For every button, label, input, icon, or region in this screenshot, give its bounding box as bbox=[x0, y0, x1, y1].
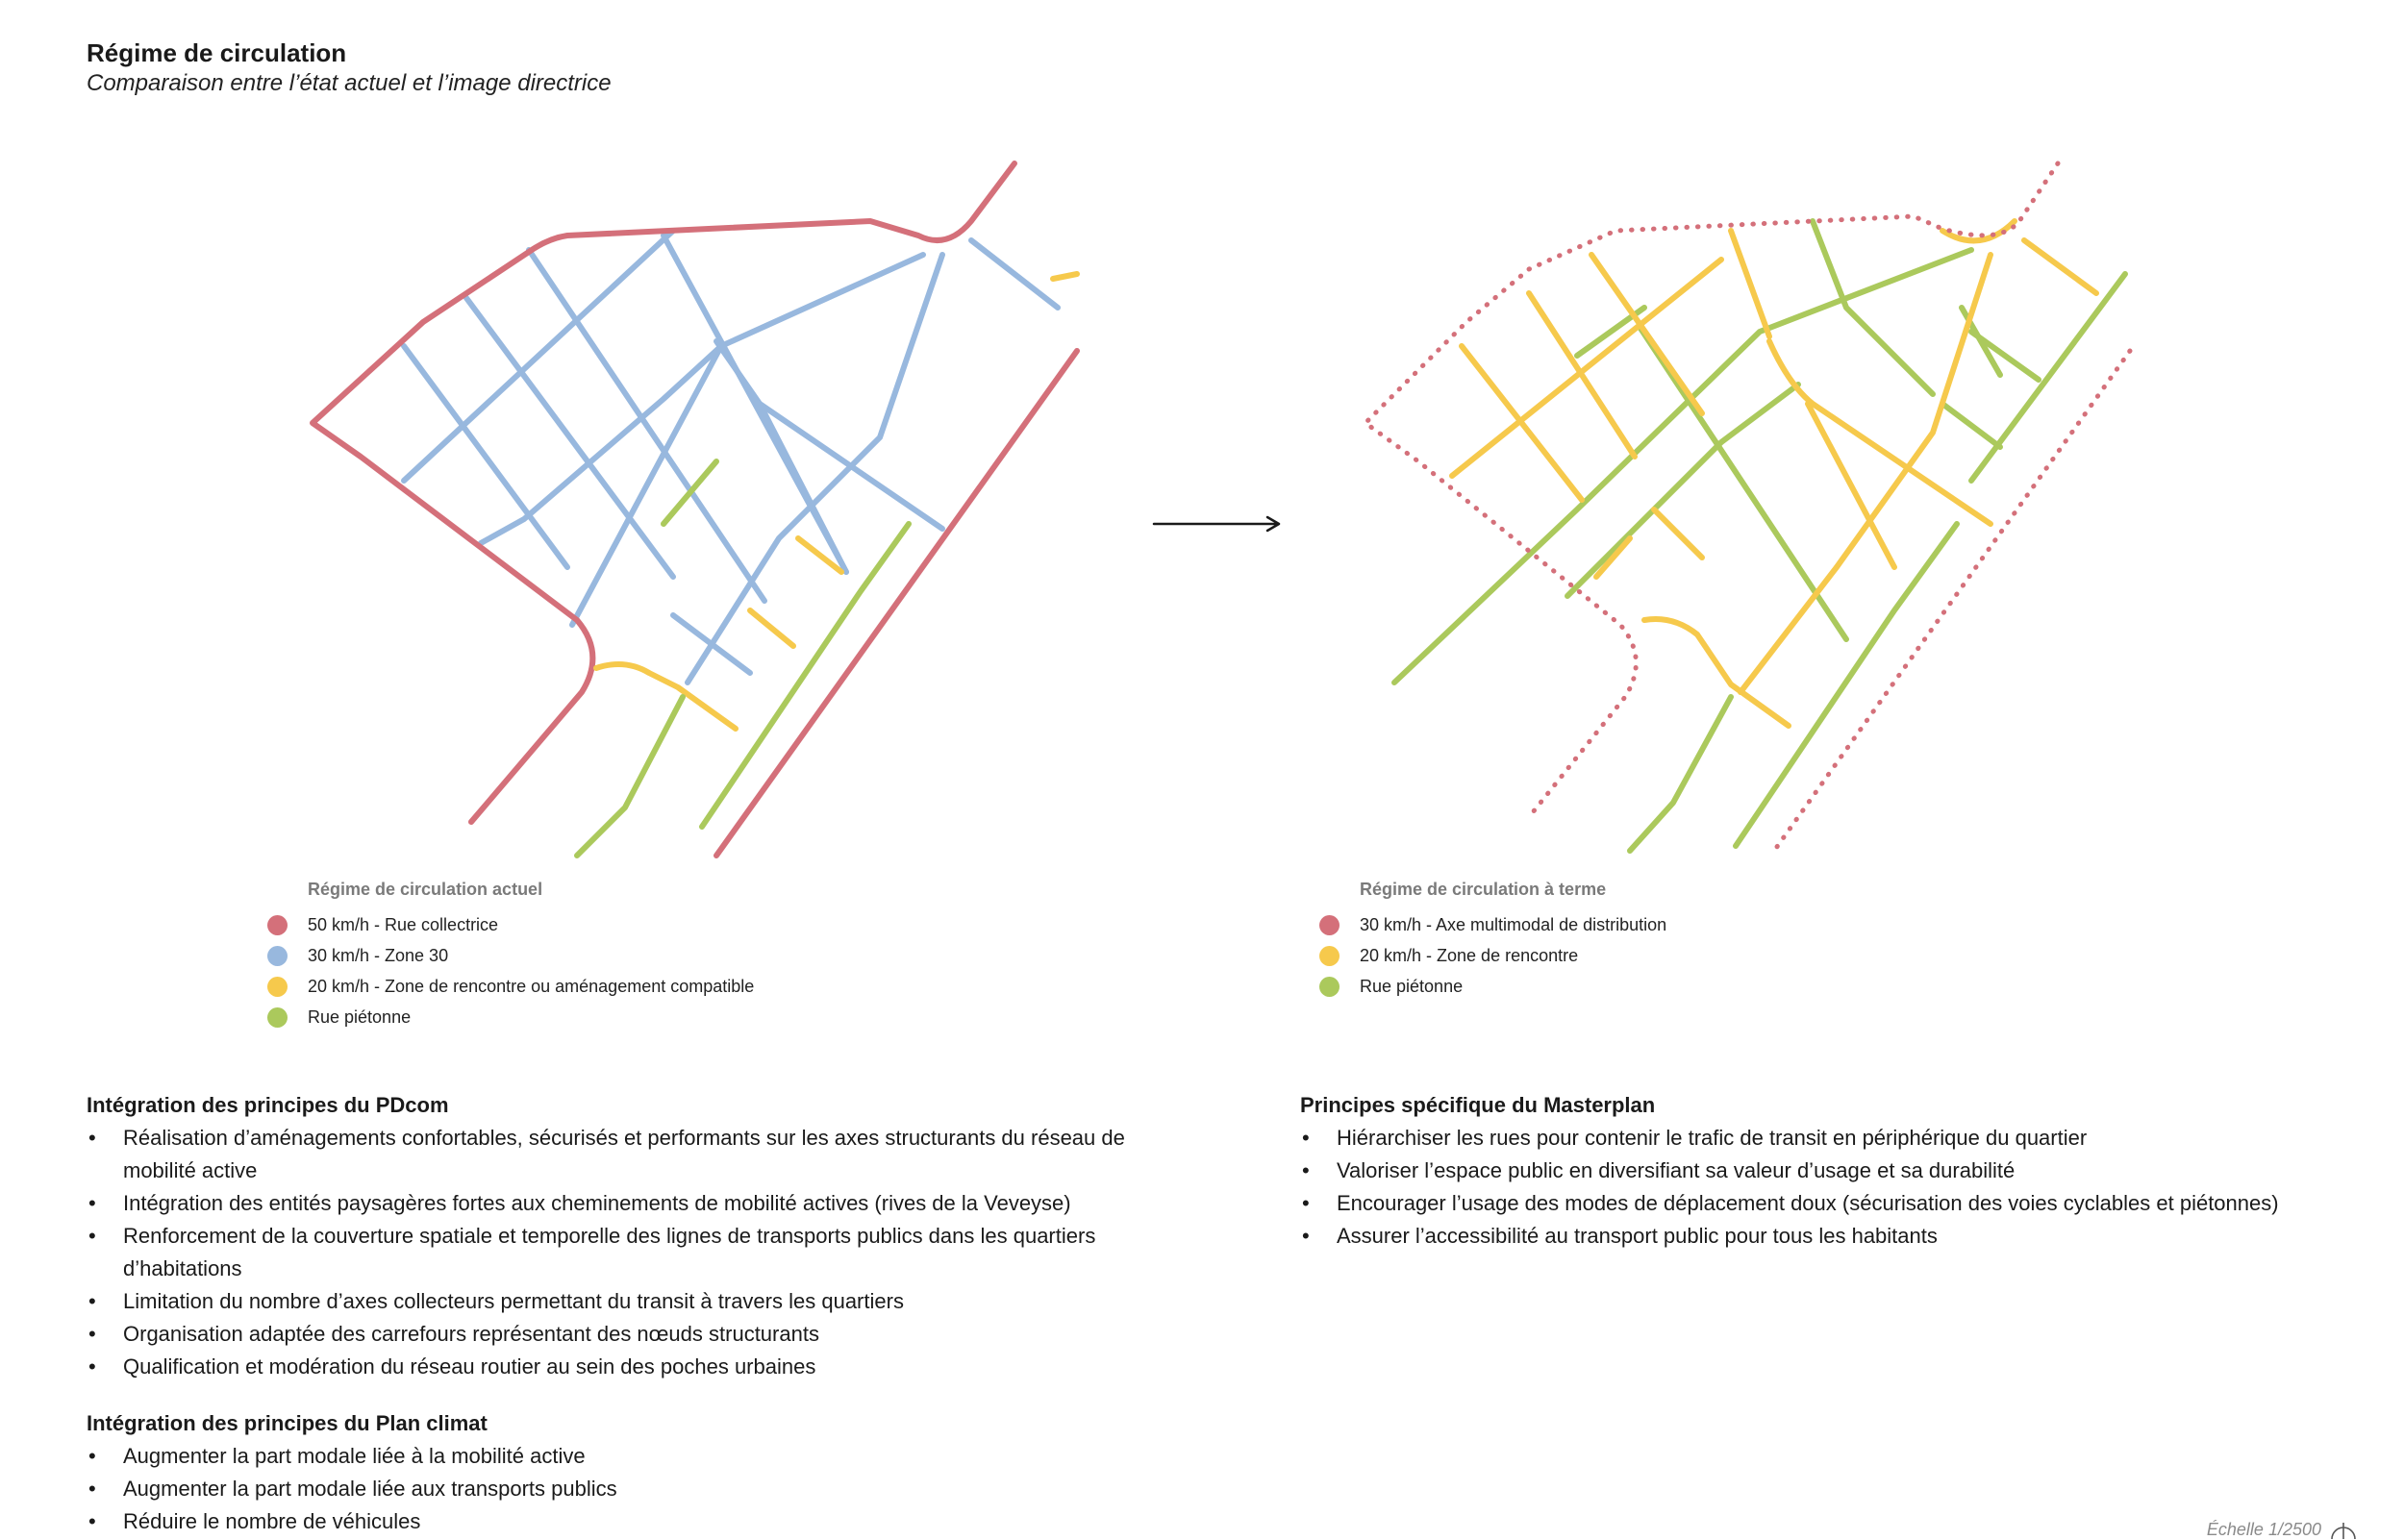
encounter-zones bbox=[1452, 221, 2096, 726]
plan-climat-heading: Intégration des principes du Plan climat bbox=[87, 1411, 488, 1435]
plan-climat-section bbox=[87, 1407, 1144, 1538]
map-future bbox=[1346, 154, 2144, 865]
legend-dot-green bbox=[267, 1007, 288, 1028]
page-subtitle: Comparaison entre l’état actuel et l’image directrice bbox=[87, 70, 612, 96]
scale-label: Échelle 1/2500 bbox=[2206, 1519, 2321, 1539]
legend-item bbox=[267, 1002, 754, 1032]
list-item: • Intégration des entités paysagères fortes aux cheminements de mobilité actives (rives de la Veveyse) bbox=[87, 1187, 1154, 1220]
zone30-streets bbox=[404, 231, 1058, 683]
legend-label: Rue piétonne bbox=[308, 1006, 412, 1027]
legend-future bbox=[1319, 880, 1666, 1002]
arrow-right-icon bbox=[1144, 509, 1289, 538]
plan-climat-list bbox=[87, 1440, 1144, 1538]
legend-label: 50 km/h - Rue collectrice bbox=[308, 914, 499, 934]
legend-label: Rue piétonne bbox=[1360, 976, 1464, 996]
legend-future-title: Régime de circulation à terme bbox=[1360, 880, 1607, 899]
list-item: • Qualification et modération du réseau routier au sein des poches urbaines bbox=[87, 1351, 1154, 1383]
legend-item bbox=[1319, 909, 1666, 940]
legend-current bbox=[267, 880, 754, 1032]
legend-dot-yellow bbox=[1319, 946, 1340, 966]
list-item: • Limitation du nombre d’axes collecteurs permettant du transit à travers les quartiers bbox=[87, 1285, 1154, 1318]
legend-label: 20 km/h - Zone de rencontre bbox=[1360, 945, 1579, 965]
legend-dot-green bbox=[1319, 977, 1340, 997]
list-item: • Réduire le nombre de véhicules bbox=[87, 1505, 1144, 1538]
legend-label: 30 km/h - Axe multimodal de distribution bbox=[1360, 914, 1667, 934]
legend-current-title: Régime de circulation actuel bbox=[308, 880, 543, 899]
list-item: • Valoriser l’espace public en diversifiant sa valeur d’usage et sa durabilité bbox=[1300, 1155, 2377, 1187]
legend-dot-red bbox=[267, 915, 288, 935]
pdcom-list bbox=[87, 1122, 1154, 1383]
list-item: • Assurer l’accessibilité au transport public pour tous les habitants bbox=[1300, 1220, 2377, 1253]
masterplan-section bbox=[1300, 1089, 2377, 1253]
map-current bbox=[288, 154, 1087, 865]
legend-item bbox=[267, 971, 754, 1002]
north-arrow-icon bbox=[2329, 1519, 2358, 1540]
collector-streets bbox=[313, 163, 1077, 856]
legend-item bbox=[267, 909, 754, 940]
legend-label: 20 km/h - Zone de rencontre ou aménagement compatible bbox=[308, 976, 755, 996]
pdcom-section bbox=[87, 1089, 1154, 1383]
page-title: Régime de circulation bbox=[87, 38, 347, 67]
list-item: • Augmenter la part modale liée à la mobilité active bbox=[87, 1440, 1144, 1473]
legend-dot-red bbox=[1319, 915, 1340, 935]
legend-label: 30 km/h - Zone 30 bbox=[308, 945, 449, 965]
legend-item bbox=[1319, 940, 1666, 971]
masterplan-list bbox=[1300, 1122, 2377, 1253]
legend-dot-blue bbox=[267, 946, 288, 966]
legend-item bbox=[267, 940, 754, 971]
legend-dot-yellow bbox=[267, 977, 288, 997]
legend-item bbox=[1319, 971, 1666, 1002]
list-item: • Hiérarchiser les rues pour contenir le trafic de transit en périphérique du quartier bbox=[1300, 1122, 2377, 1155]
pdcom-heading: Intégration des principes du PDcom bbox=[87, 1093, 449, 1117]
masterplan-heading: Principes spécifique du Masterplan bbox=[1300, 1093, 1656, 1117]
scale-indicator bbox=[2207, 1519, 2358, 1540]
list-item: • Augmenter la part modale liée aux transports publics bbox=[87, 1473, 1144, 1505]
list-item: • Organisation adaptée des carrefours représentant des nœuds structurants bbox=[87, 1318, 1154, 1351]
list-item: • Renforcement de la couverture spatiale et temporelle des lignes de transports publics dans les quartiers d’habitations bbox=[87, 1220, 1154, 1285]
encounter-zones bbox=[596, 274, 1077, 729]
multimodal-axis bbox=[1365, 163, 2130, 851]
list-item: • Réalisation d’aménagements confortables, sécurisés et performants sur les axes structurants du réseau de mobilité active bbox=[87, 1122, 1154, 1187]
list-item: • Encourager l’usage des modes de déplacement doux (sécurisation des voies cyclables et piétonnes) bbox=[1300, 1187, 2377, 1220]
